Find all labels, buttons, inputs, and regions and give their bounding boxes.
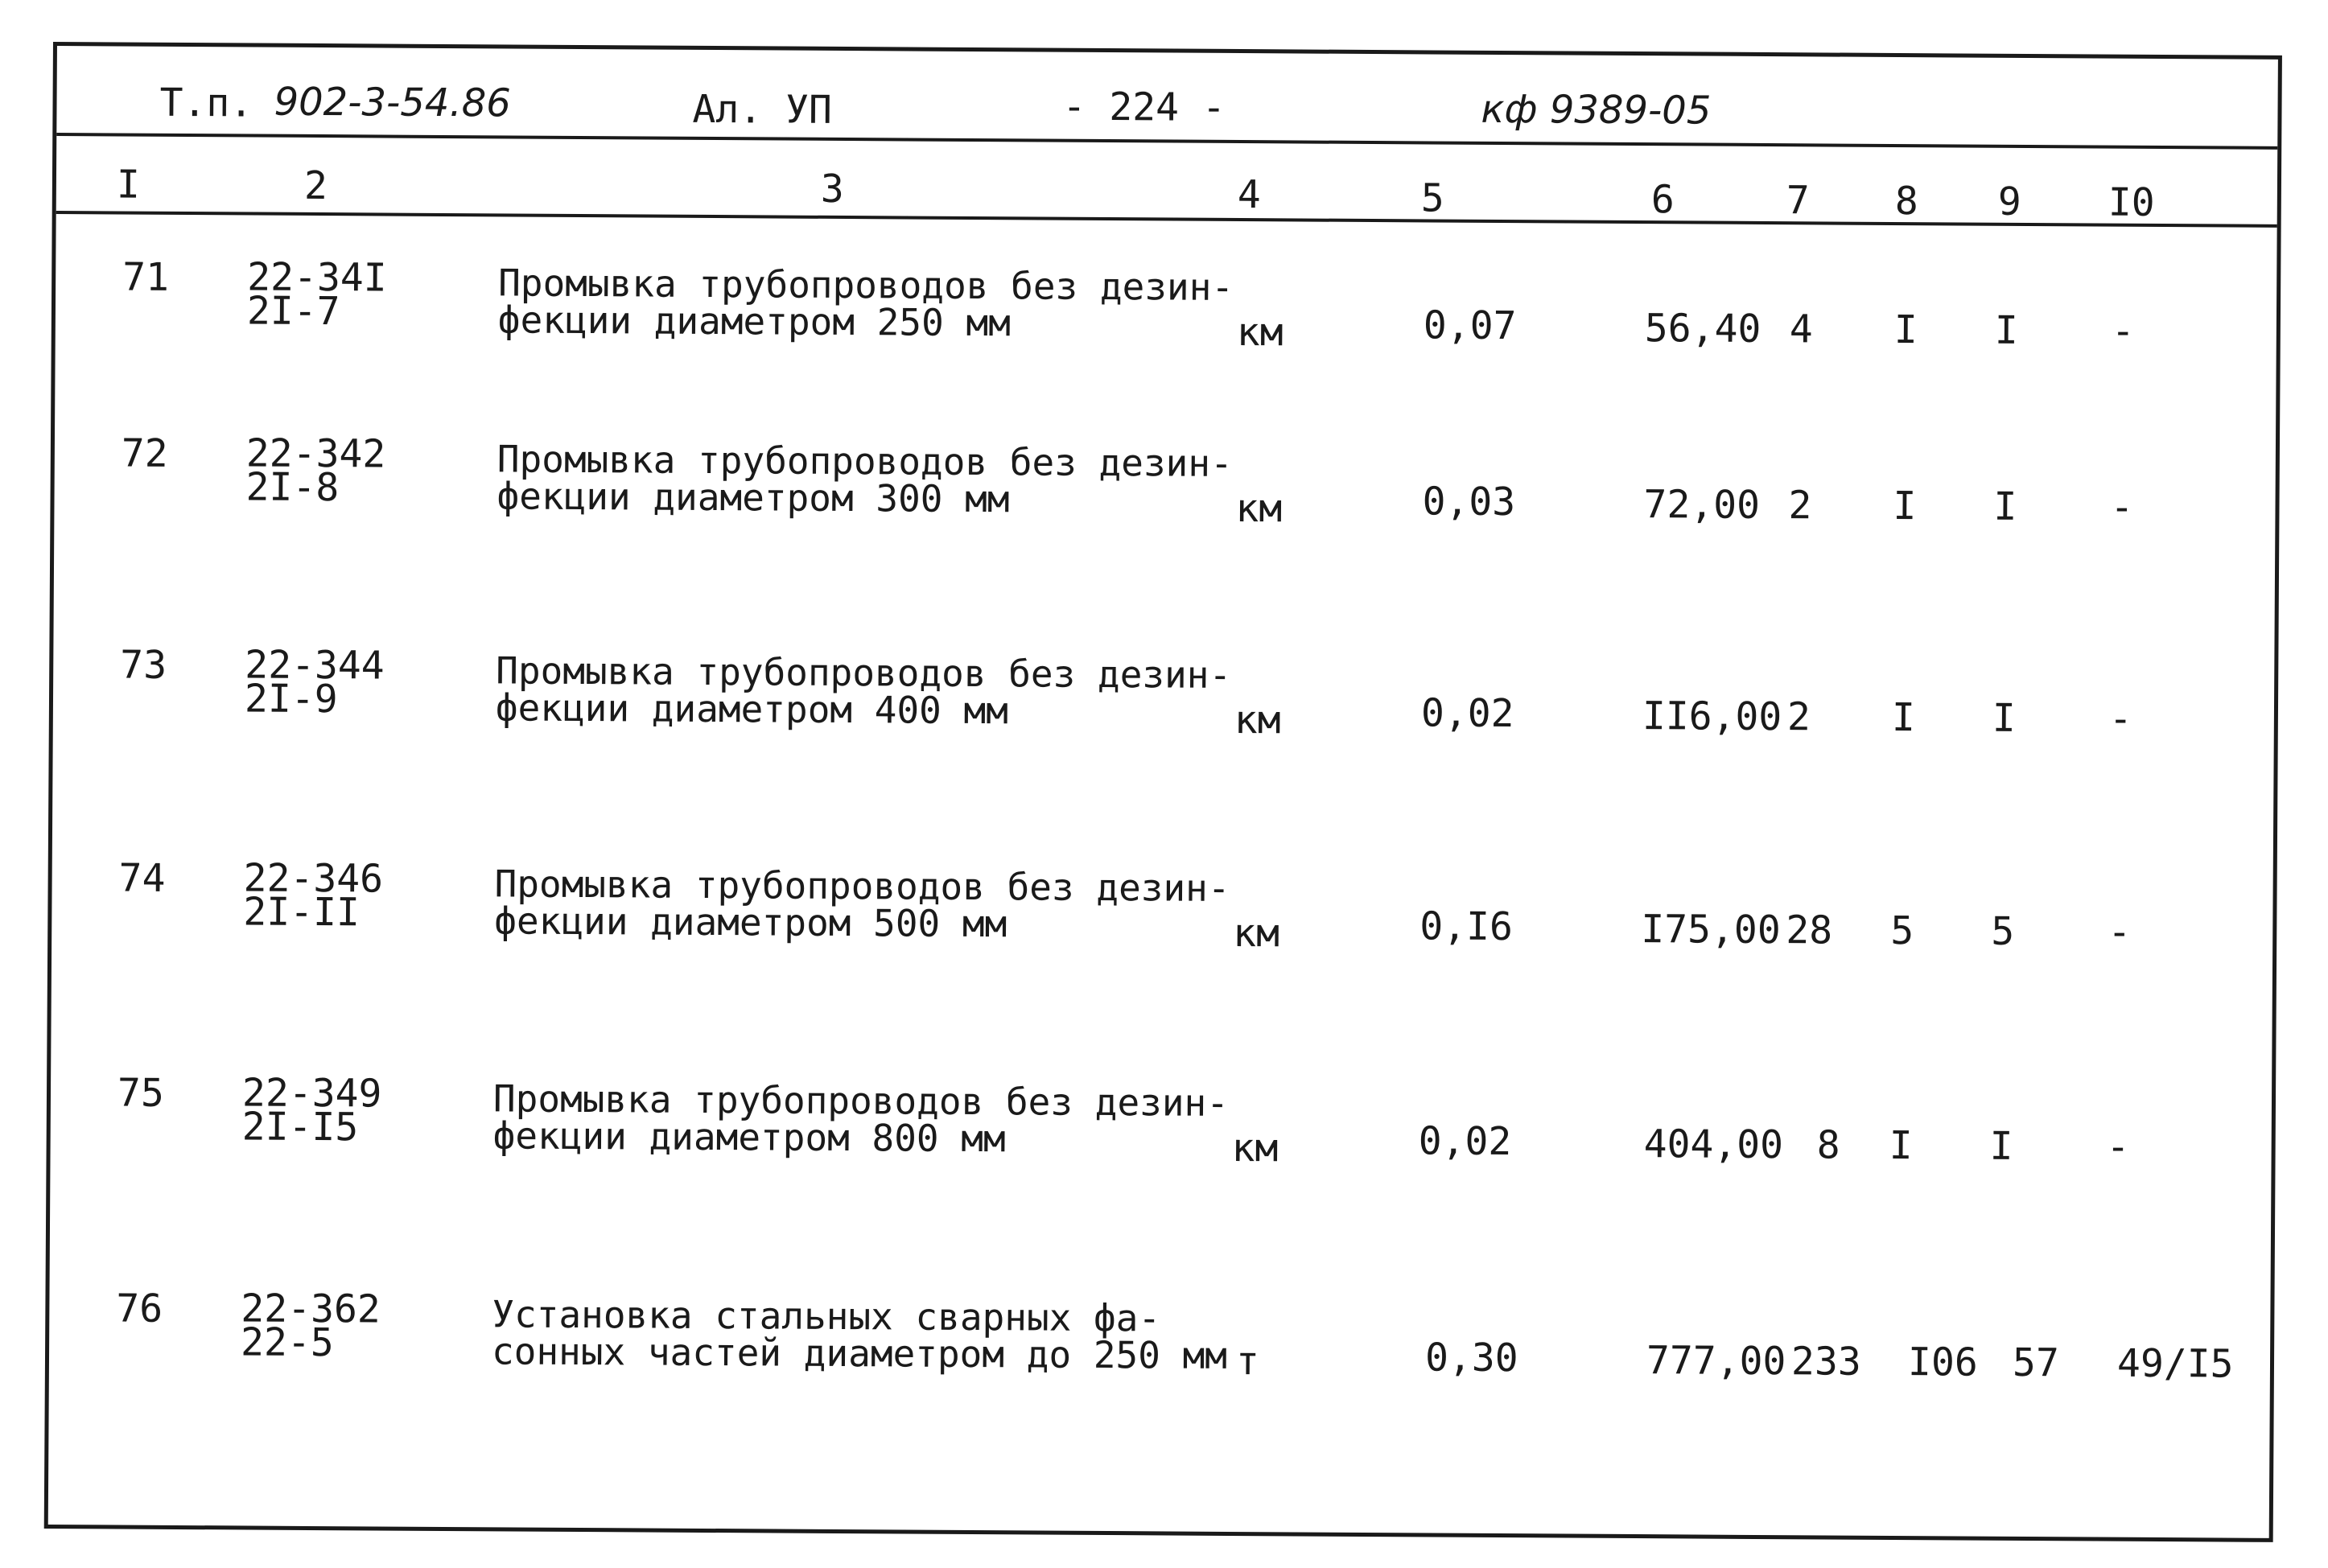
document-sheet: [44, 42, 2282, 1542]
col8-value: I: [1893, 483, 1917, 529]
unit: т: [1235, 1339, 1260, 1385]
col7-value: 2: [1786, 694, 1811, 740]
quantity: 0,07: [1423, 302, 1517, 349]
column-number-10: I0: [2108, 179, 2155, 225]
norm-code: 22-346: [243, 855, 384, 902]
unit-price: 56,40: [1644, 306, 1761, 352]
column-number-2: 2: [303, 163, 328, 209]
work-description-line1: Промывка трубопроводов без дезин-: [496, 648, 1232, 697]
row-number: 72: [121, 430, 168, 476]
col7-value: 2: [1788, 483, 1812, 529]
project-prefix: Т.п.: [159, 80, 253, 126]
norm-code: 22-342: [245, 430, 386, 477]
header-divider: [56, 133, 2277, 150]
work-description-line1: Промывка трубопроводов без дезин-: [497, 437, 1233, 485]
col7-value: 8: [1816, 1122, 1840, 1168]
column-number-7: 7: [1786, 178, 1810, 224]
work-description-line1: Промывка трубопроводов без дезин-: [492, 1076, 1230, 1125]
album-label: Ал. УП: [692, 86, 833, 133]
price-code: 22-5: [240, 1319, 334, 1366]
column-number-8: 8: [1894, 178, 1918, 224]
column-number-3: 3: [820, 166, 844, 212]
col7-value: 28: [1786, 907, 1833, 953]
col9-value: 5: [1991, 908, 2015, 954]
unit-price: II6,00: [1642, 693, 1782, 740]
row-number: 74: [118, 855, 166, 901]
row-number: 76: [116, 1286, 163, 1331]
unit-price: 404,00: [1643, 1121, 1784, 1168]
work-description-line1: Промывка трубопроводов без дезин-: [494, 862, 1230, 910]
work-description-line2: фекции диаметром 400 мм: [495, 685, 1009, 733]
col9-value: I: [1994, 307, 2018, 353]
quantity: 0,02: [1420, 690, 1514, 737]
column-number-5: 5: [1420, 175, 1444, 221]
col8-value: I: [1889, 1122, 1913, 1169]
price-code: 2I-9: [244, 676, 338, 722]
norm-code: 22-362: [241, 1286, 381, 1332]
col10-value: -: [2106, 1124, 2130, 1170]
col8-value: I: [1893, 307, 1918, 353]
work-description-line2: фекции диаметром 300 мм: [497, 474, 1010, 521]
quantity: 0,02: [1418, 1118, 1512, 1165]
col7-value: 233: [1790, 1339, 1861, 1385]
col8-value: I06: [1907, 1340, 1978, 1385]
unit: км: [1231, 1125, 1279, 1171]
col7-value: 4: [1789, 307, 1813, 352]
unit-price: 72,00: [1643, 482, 1761, 528]
price-code: 2I-8: [245, 464, 340, 511]
norm-code: 22-34I: [247, 254, 387, 301]
column-number-6: 6: [1650, 177, 1675, 223]
unit: км: [1234, 697, 1281, 743]
col8-value: I: [1891, 694, 1915, 741]
col9-value: I: [1993, 484, 2017, 529]
unit-price: I75,00: [1641, 907, 1781, 953]
col10-value: -: [2111, 308, 2135, 354]
work-description-line1: Установка стальных сварных фа-: [492, 1292, 1161, 1340]
quantity: 0,I6: [1419, 903, 1514, 950]
quantity: 0,30: [1424, 1335, 1518, 1381]
column-header-divider: [56, 211, 2277, 228]
col10-value: -: [2108, 909, 2132, 955]
row-number: 73: [120, 642, 167, 688]
norm-code: 22-349: [241, 1070, 382, 1117]
column-number-1: I: [116, 162, 140, 208]
col8-value: 5: [1890, 907, 1914, 954]
quantity: 0,03: [1422, 479, 1516, 525]
col10-value: -: [2108, 696, 2132, 742]
col9-value: 57: [2012, 1340, 2059, 1386]
work-description-line2: фекции диаметром 500 мм: [494, 899, 1007, 946]
norm-code: 22-344: [245, 642, 385, 689]
project-number: 902-3-54.86: [274, 79, 511, 126]
work-description-line2: сонных частей диаметром до 250 мм: [491, 1329, 1228, 1377]
col9-value: I: [1992, 695, 2016, 741]
col9-value: I: [1989, 1123, 2013, 1169]
column-number-4: 4: [1237, 171, 1261, 218]
price-code: 2I-II: [243, 889, 361, 936]
unit: км: [1233, 910, 1280, 957]
row-number: 75: [117, 1070, 164, 1116]
row-number: 71: [122, 254, 170, 300]
unit: км: [1235, 485, 1283, 532]
unit-price: 777,00: [1646, 1338, 1786, 1385]
unit: км: [1236, 309, 1283, 356]
work-description-line2: фекции диаметром 800 мм: [492, 1113, 1006, 1161]
page-number: - 224 -: [1062, 84, 1226, 130]
document-code: кф 9389-05: [1481, 86, 1712, 134]
column-number-9: 9: [1997, 179, 2021, 224]
work-description-line1: Промывка трубопроводов без дезин-: [498, 261, 1234, 309]
work-description-line2: фекции диаметром 250 мм: [497, 298, 1012, 345]
col10-value: 49/I5: [2116, 1340, 2234, 1387]
col10-value: -: [2110, 484, 2134, 530]
price-code: 2I-I5: [241, 1104, 359, 1150]
price-code: 2I-7: [246, 288, 340, 335]
